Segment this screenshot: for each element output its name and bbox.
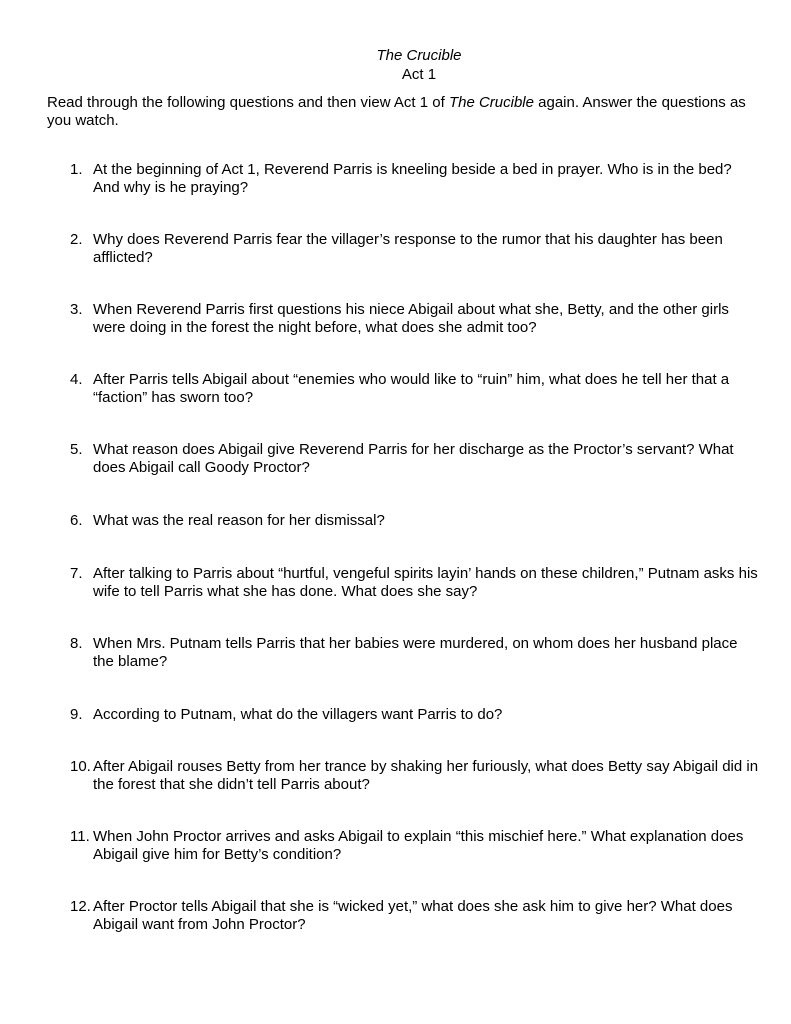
question-item [70,898,760,934]
question-item [70,512,760,530]
intro-text-start: Read through the following questions and then view Act 1 of [47,94,449,111]
intro-paragraph [47,94,747,130]
question-item [70,441,760,477]
question-number: 2. [70,231,83,248]
question-text: Why does Reverend Parris fear the villager’s response to the rumor that his daughter has been afflicted? [93,231,723,266]
question-number: 9. [70,706,83,723]
question-item [70,565,760,601]
question-text: According to Putnam, what do the villagers want Parris to do? [93,706,503,723]
question-text: When Reverend Parris first questions his niece Abigail about what she, Betty, and the other girls were doing in the forest the night before, what does she admit too? [93,301,729,336]
question-item [70,758,760,794]
question-number: 1. [70,161,83,178]
question-text: When Mrs. Putnam tells Parris that her babies were murdered, on whom does her husband place the blame? [93,635,738,670]
question-item [70,301,760,337]
question-number: 10. [70,758,91,775]
question-number: 6. [70,512,83,529]
question-text: When John Proctor arrives and asks Abigail to explain “this mischief here.” What explanation does Abigail give him for Betty’s condition? [93,828,744,863]
question-text: After Abigail rouses Betty from her trance by shaking her furiously, what does Betty say Abigail did in the forest that she didn’t tell Parris about? [93,758,759,793]
question-text: After Parris tells Abigail about “enemies who would like to “ruin” him, what does he tell her that a “faction” has sworn too? [93,371,730,406]
document-title: The Crucible [376,47,462,64]
question-number: 3. [70,301,83,318]
question-number: 5. [70,441,83,458]
question-text: After talking to Parris about “hurtful, vengeful spirits layin’ hands on these children,” Putnam asks his wife to tell Parris what she has done. What does she say? [93,565,758,600]
question-number: 4. [70,371,83,388]
question-item [70,161,760,197]
question-item [70,828,760,864]
question-text: What was the real reason for her dismissal? [93,512,385,529]
question-number: 11. [70,828,90,845]
intro-text-end: again. Answer the questions as you watch. [47,94,746,129]
question-item [70,635,760,671]
question-number: 8. [70,635,83,652]
question-number: 7. [70,565,83,582]
question-number: 12. [70,898,91,915]
document-subtitle: Act 1 [401,66,437,83]
title-block [0,46,791,84]
question-text: After Proctor tells Abigail that she is “wicked yet,” what does she ask him to give her? What does Abigail want from John Proctor? [93,898,733,933]
question-item [70,371,760,407]
intro-italic-title: The Crucible [448,94,534,111]
question-text: At the beginning of Act 1, Reverend Parris is kneeling beside a bed in prayer. Who is in the bed? And why is he praying? [93,161,732,196]
question-text: What reason does Abigail give Reverend Parris for her discharge as the Proctor’s servant? What does Abigail call Goody Proctor? [93,441,734,476]
question-item [70,706,760,724]
question-item [70,231,760,267]
